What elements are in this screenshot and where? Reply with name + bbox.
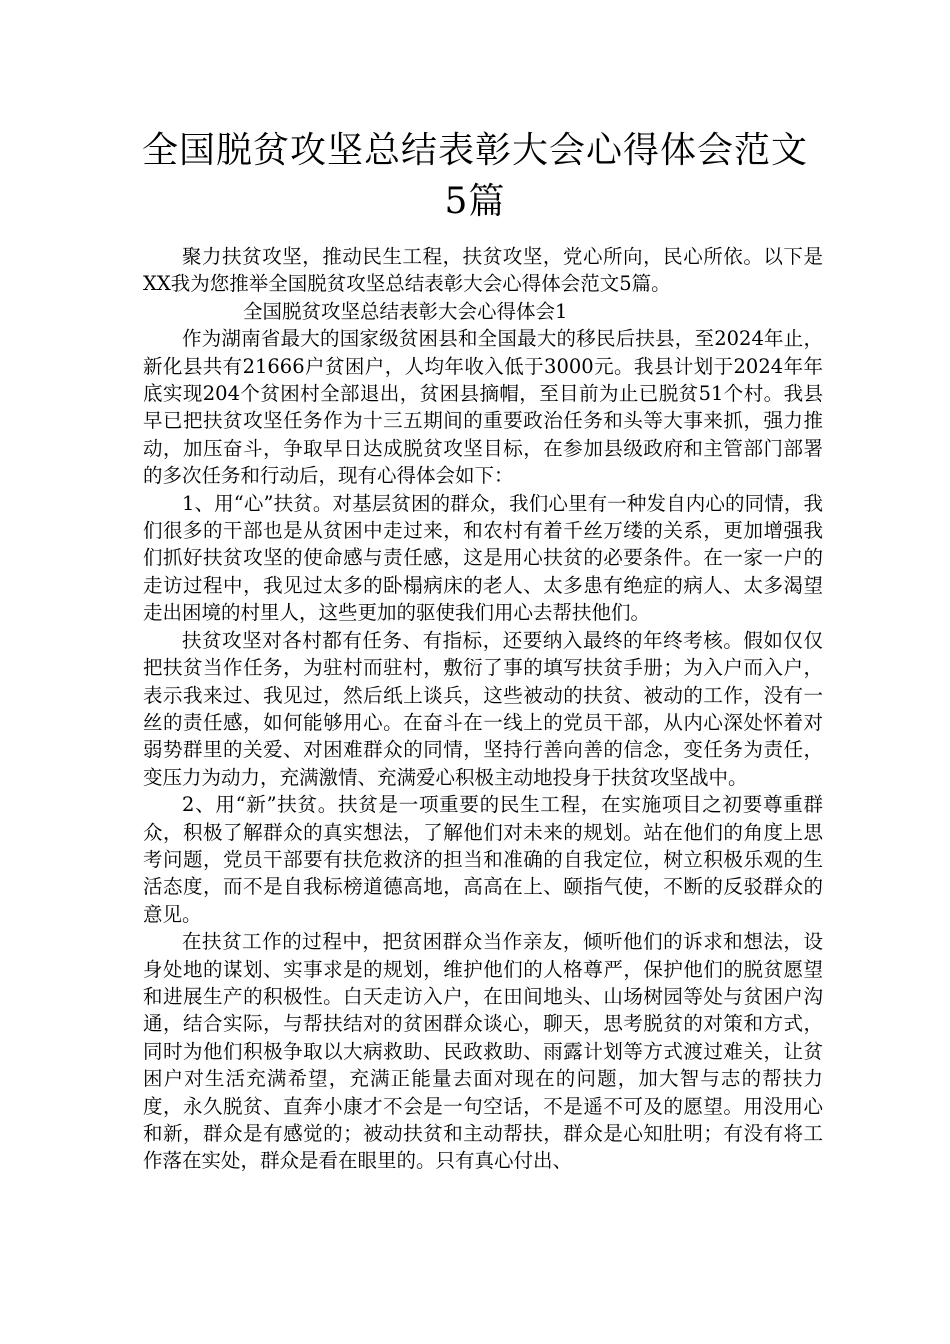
body-paragraph: 2、用“新”扶贫。扶贫是一项重要的民生工程，在实施项目之初要尊重群众，积极了解群众的真实想法，了解他们对未来的规划。站在他们的角度上思考问题，党员干部要有扶危救济的担当和准确的自我定位，树立积极乐观的生活态度，而不是自我标榜道德高地，高高在上、颐指气使，不断的反驳群众的意见。 (143, 793, 823, 926)
body-paragraph: 扶贫攻坚对各村都有任务、有指标，还要纳入最终的年终考核。假如仅仅把扶贫当作任务，为驻村而驻村，敷衍了事的填写扶贫手册；为入户而入户，表示我来过、我见过，然后纸上谈兵，这些被动的扶贫、被动的工作，没有一丝的责任感，如何能够用心。在奋斗在一线上的党员干部，从内心深处怀着对弱势群里的关爱、对困难群众的同情，坚持行善向善的信念，变任务为责任，变压力为动力，充满激情、充满爱心积极主动地投身于扶贫攻坚战中。 (143, 628, 823, 789)
body-paragraph: 1、用“心”扶贫。对基层贫困的群众，我们心里有一种发自内心的同情，我们很多的干部也是从贫困中走过来，和农村有着千丝万缕的关系，更加增强我们抓好扶贫攻坚的使命感与责任感，这是用心扶贫的必要条件。在一家一户的走访过程中，我见过太多的卧榻病床的老人、太多患有绝症的病人、太多渴望走出困境的村里人，这些更加的驱使我们用心去帮扶他们。 (143, 491, 823, 625)
section-heading: 全国脱贫攻坚总结表彰大会心得体会1 (243, 299, 568, 323)
document-title: 全国脱贫攻坚总结表彰大会心得体会范文5篇 (141, 130, 808, 222)
body-paragraph: 作为湖南省最大的国家级贫困县和全国最大的移民后扶县，至2024年止，新化县共有21666户贫困户，人均年收入低于3000元。我县计划于2024年年底实现204个贫困村全部退出，贫困县摘帽，至目前为止已脱贫51个村。我县早已把扶贫攻坚任务作为十三五期间的重要政治任务和头等大事来抓，强力推动，加压奋斗，争取早日达成脱贫攻坚目标，在参加县级政府和主管部门部署的多次任务和行动后，现有心得体会如下： (143, 327, 823, 488)
document-body (143, 243, 823, 1175)
body-paragraph: 在扶贫工作的过程中，把贫困群众当作亲友，倾听他们的诉求和想法，设身处地的谋划、实事求是的规划，维护他们的人格尊严，保护他们的脱贫愿望和进展生产的积极性。白天走访入户，在田间地头、山场树园等处与贫困户沟通，结合实际，与帮扶结对的贫困群众谈心，聊天，思考脱贫的对策和方式，同时为他们积极争取以大病救助、民政救助、雨露计划等方式渡过难关，让贫困户对生活充满希望，充满正能量去面对现在的问题，加大智与志的帮扶力度，永久脱贫、直奔小康才不会是一句空话，不是遥不可及的愿望。用没用心和新，群众是有感觉的；被动扶贫和主动帮扶，群众是心知肚明；有没有将工作落在实处，群众是看在眼里的。只有真心付出、 (143, 930, 823, 1173)
intro-paragraph: 聚力扶贫攻坚，推动民生工程，扶贫攻坚，党心所向，民心所依。以下是XX我为您推举全国脱贫攻坚总结表彰大会心得体会范文5篇。 (143, 245, 823, 296)
